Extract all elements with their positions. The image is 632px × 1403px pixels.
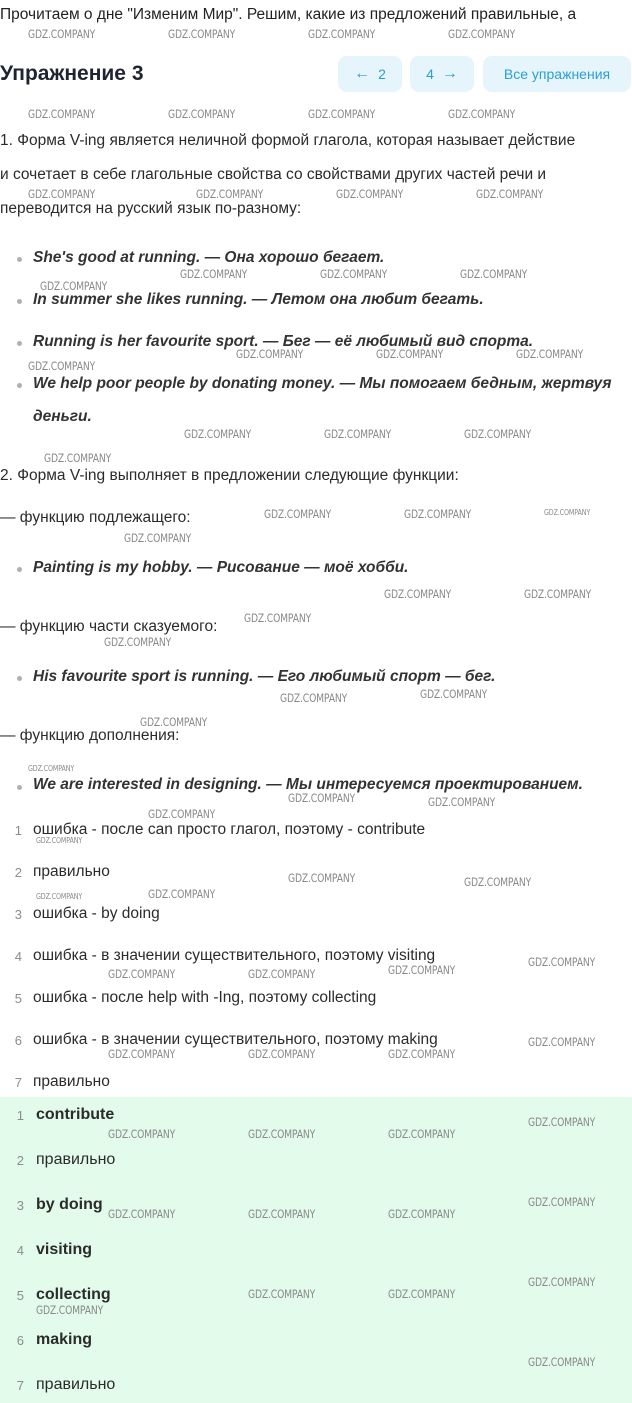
watermark: GDZ.COMPANY	[528, 955, 596, 969]
watermark: GDZ.COMPANY	[36, 892, 83, 901]
page-title: Упражнение 3	[0, 62, 144, 85]
watermark: GDZ.COMPANY	[36, 1303, 104, 1317]
answer-text: ошибка - в значении существительного, поэтому making	[33, 1031, 438, 1048]
answer-text: ошибка - после help with -Ing, поэтому collecting	[33, 989, 377, 1006]
watermark: GDZ.COMPANY	[388, 1287, 456, 1301]
watermark: GDZ.COMPANY	[104, 635, 172, 649]
answer-text: ошибка - после can просто глагол, поэтому - contribute	[33, 821, 426, 838]
final-answer-text: правильно	[36, 1376, 116, 1393]
list-bullet	[17, 257, 22, 262]
watermark: GDZ.COMPANY	[264, 507, 332, 521]
watermark: GDZ.COMPANY	[248, 1047, 316, 1061]
final-answer-number: 2	[16, 1153, 24, 1168]
watermark: GDZ.COMPANY	[236, 347, 304, 361]
watermark: GDZ.COMPANY	[36, 836, 83, 845]
watermark: GDZ.COMPANY	[28, 107, 96, 121]
list-bullet	[17, 785, 22, 790]
arrow-right-icon: →	[441, 65, 458, 82]
watermark: GDZ.COMPANY	[124, 531, 192, 545]
example-item-continuation: деньги.	[33, 408, 92, 425]
watermark: GDZ.COMPANY	[148, 887, 216, 901]
watermark: GDZ.COMPANY	[528, 1115, 596, 1129]
list-bullet	[17, 341, 22, 346]
all-exercises-button[interactable]	[483, 56, 631, 92]
final-answer-text: by doing	[36, 1196, 103, 1213]
prev-exercise-button[interactable]	[338, 56, 402, 92]
watermark: GDZ.COMPANY	[404, 507, 472, 521]
answer-text: ошибка - в значении существительного, поэтому visiting	[33, 947, 436, 964]
final-answer-number: 4	[16, 1243, 24, 1258]
watermark: GDZ.COMPANY	[524, 587, 592, 601]
example-item: We help poor people by donating money. — Мы помогаем бедным, жертвуя	[33, 375, 612, 392]
watermark: GDZ.COMPANY	[336, 187, 404, 201]
watermark: GDZ.COMPANY	[108, 1207, 176, 1221]
watermark: GDZ.COMPANY	[528, 1275, 596, 1289]
watermark: GDZ.COMPANY	[460, 267, 528, 281]
all-exercises-label: Все упражнения	[503, 66, 611, 82]
watermark: GDZ.COMPANY	[280, 691, 348, 705]
function-predicate-label: — функцию части сказуемого:	[0, 618, 218, 635]
final-answer-text: visiting	[36, 1241, 93, 1258]
list-bullet	[17, 676, 22, 681]
watermark: GDZ.COMPANY	[148, 807, 216, 821]
example-item: Running is her favourite sport. — Бег — её любимый вид спорта.	[33, 333, 534, 350]
function-subject-label: — функцию подлежащего:	[0, 509, 191, 526]
example-item: She's good at running. — Она хорошо бегает.	[33, 249, 385, 266]
watermark: GDZ.COMPANY	[528, 1355, 596, 1369]
theory-paragraph-1-line-2: и сочетает в себе глагольные свойства со свойствами других частей речи и	[0, 166, 547, 183]
answer-number: 5	[14, 991, 22, 1006]
arrow-left-icon: ←	[354, 65, 371, 82]
watermark: GDZ.COMPANY	[28, 187, 96, 201]
watermark: GDZ.COMPANY	[448, 27, 516, 41]
watermark: GDZ.COMPANY	[528, 1195, 596, 1209]
watermark: GDZ.COMPANY	[388, 1047, 456, 1061]
answer-number: 3	[14, 907, 22, 922]
watermark: GDZ.COMPANY	[308, 27, 376, 41]
theory-paragraph-1-line-3: переводится на русский язык по-разному:	[0, 200, 302, 217]
watermark: GDZ.COMPANY	[384, 587, 452, 601]
theory-paragraph-2: 2. Форма V-ing выполняет в предложении следующие функции:	[0, 467, 459, 484]
intro-text: Прочитаем о дне "Изменим Мир". Решим, какие из предложений правильные, а	[0, 6, 577, 23]
answer-text: ошибка - by doing	[33, 905, 160, 922]
answer-text: правильно	[33, 863, 110, 880]
watermark: GDZ.COMPANY	[544, 508, 591, 517]
watermark: GDZ.COMPANY	[420, 687, 488, 701]
example-predicate: His favourite sport is running. — Его любимый спорт — бег.	[33, 668, 496, 685]
final-answer-number: 7	[16, 1378, 24, 1393]
answer-text: правильно	[33, 1073, 110, 1090]
watermark: GDZ.COMPANY	[140, 715, 208, 729]
function-object-label: — функцию дополнения:	[0, 727, 180, 744]
watermark: GDZ.COMPANY	[448, 107, 516, 121]
watermark: GDZ.COMPANY	[28, 27, 96, 41]
watermark: GDZ.COMPANY	[184, 427, 252, 441]
watermark: GDZ.COMPANY	[288, 791, 356, 805]
watermark: GDZ.COMPANY	[464, 427, 532, 441]
watermark: GDZ.COMPANY	[108, 1127, 176, 1141]
prev-exercise-label: 2	[378, 66, 386, 82]
watermark: GDZ.COMPANY	[324, 427, 392, 441]
watermark: GDZ.COMPANY	[28, 359, 96, 373]
watermark: GDZ.COMPANY	[244, 611, 312, 625]
watermark: GDZ.COMPANY	[248, 967, 316, 981]
watermark: GDZ.COMPANY	[168, 27, 236, 41]
final-answer-number: 3	[16, 1198, 24, 1213]
example-object: We are interested in designing. — Мы интересуемся проектированием.	[33, 776, 583, 793]
next-exercise-label: 4	[426, 66, 434, 82]
list-bullet	[17, 567, 22, 572]
list-bullet	[17, 299, 22, 304]
final-answer-text: collecting	[36, 1286, 111, 1303]
answer-number: 1	[14, 823, 22, 838]
watermark: GDZ.COMPANY	[464, 875, 532, 889]
answer-number: 7	[14, 1075, 22, 1090]
watermark: GDZ.COMPANY	[288, 871, 356, 885]
watermark: GDZ.COMPANY	[248, 1207, 316, 1221]
answer-number: 2	[14, 865, 22, 880]
watermark: GDZ.COMPANY	[108, 967, 176, 981]
watermark: GDZ.COMPANY	[320, 267, 388, 281]
final-answer-number: 6	[16, 1333, 24, 1348]
answer-number: 4	[14, 949, 22, 964]
watermark: GDZ.COMPANY	[196, 187, 264, 201]
watermark: GDZ.COMPANY	[376, 347, 444, 361]
theory-paragraph-1-line-1: 1. Форма V-ing является неличной формой глагола, которая называет действие	[0, 132, 576, 149]
final-answer-text: правильно	[36, 1151, 116, 1168]
next-exercise-button[interactable]	[410, 56, 474, 92]
watermark: GDZ.COMPANY	[180, 267, 248, 281]
watermark: GDZ.COMPANY	[40, 279, 108, 293]
watermark: GDZ.COMPANY	[28, 764, 75, 773]
list-bullet	[17, 383, 22, 388]
watermark: GDZ.COMPANY	[388, 1127, 456, 1141]
answer-number: 6	[14, 1033, 22, 1048]
watermark: GDZ.COMPANY	[308, 107, 376, 121]
example-subject: Painting is my hobby. — Рисование — моё хобби.	[33, 559, 409, 576]
watermark: GDZ.COMPANY	[44, 451, 112, 465]
watermark: GDZ.COMPANY	[388, 1207, 456, 1221]
watermark: GDZ.COMPANY	[248, 1127, 316, 1141]
watermark: GDZ.COMPANY	[388, 963, 456, 977]
final-answer-text: contribute	[36, 1106, 115, 1123]
watermark: GDZ.COMPANY	[108, 1047, 176, 1061]
final-answer-text: making	[36, 1331, 93, 1348]
watermark: GDZ.COMPANY	[476, 187, 544, 201]
final-answer-number: 1	[16, 1108, 24, 1123]
watermark: GDZ.COMPANY	[516, 347, 584, 361]
watermark: GDZ.COMPANY	[528, 1035, 596, 1049]
watermark: GDZ.COMPANY	[428, 795, 496, 809]
watermark: GDZ.COMPANY	[168, 107, 236, 121]
final-answer-number: 5	[16, 1288, 24, 1303]
example-item: In summer she likes running. — Летом она любит бегать.	[33, 291, 484, 308]
watermark: GDZ.COMPANY	[248, 1287, 316, 1301]
